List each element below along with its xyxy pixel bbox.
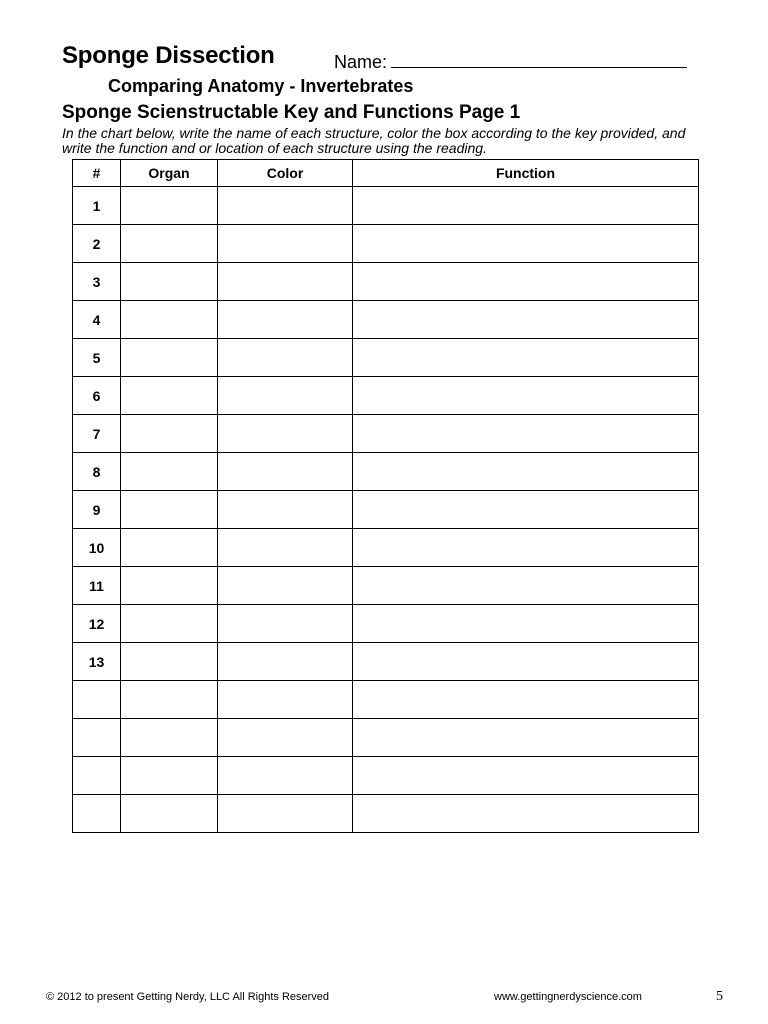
page-subtitle: Comparing Anatomy - Invertebrates [108,76,414,96]
table-row [73,795,699,833]
organ-cell[interactable] [121,643,218,681]
table-row [73,491,699,529]
row-number-cell: 3 [73,263,121,301]
organ-cell[interactable] [121,529,218,567]
function-cell[interactable] [353,377,699,415]
table-row [73,757,699,795]
function-cell[interactable] [353,225,699,263]
row-number-cell [73,681,121,719]
organ-cell[interactable] [121,339,218,377]
organ-cell[interactable] [121,719,218,757]
organ-cell[interactable] [121,187,218,225]
color-cell[interactable] [218,567,353,605]
name-blank-line[interactable] [391,49,687,68]
name-field [334,49,687,73]
table-row [73,187,699,225]
table-row [73,415,699,453]
color-cell[interactable] [218,529,353,567]
row-number-cell: 12 [73,605,121,643]
color-cell[interactable] [218,681,353,719]
table-row [73,681,699,719]
column-header-function: Function [353,160,699,187]
function-cell[interactable] [353,567,699,605]
row-number-cell: 6 [73,377,121,415]
color-cell[interactable] [218,377,353,415]
color-cell[interactable] [218,643,353,681]
page-number: 5 [716,989,723,1004]
function-cell[interactable] [353,453,699,491]
function-cell[interactable] [353,681,699,719]
table-row [73,225,699,263]
row-number-cell: 11 [73,567,121,605]
table-header-row [73,160,699,187]
table-row [73,301,699,339]
color-cell[interactable] [218,263,353,301]
function-cell[interactable] [353,643,699,681]
color-cell[interactable] [218,187,353,225]
column-header-number: # [73,160,121,187]
function-cell[interactable] [353,491,699,529]
instructions-text: In the chart below, write the name of each structure, color the box according to the key provided, and write the function and or location of each structure using the reading. [62,125,686,156]
function-cell[interactable] [353,263,699,301]
section-heading: Sponge Scienstructable Key and Functions Page 1 [62,102,521,123]
table-row [73,567,699,605]
function-cell[interactable] [353,339,699,377]
color-cell[interactable] [218,491,353,529]
function-cell[interactable] [353,187,699,225]
organ-cell[interactable] [121,453,218,491]
column-header-organ: Organ [121,160,218,187]
row-number-cell: 8 [73,453,121,491]
color-cell[interactable] [218,301,353,339]
row-number-cell: 13 [73,643,121,681]
row-number-cell: 2 [73,225,121,263]
page-title: Sponge Dissection [62,42,275,69]
table-row [73,719,699,757]
color-cell[interactable] [218,605,353,643]
row-number-cell: 1 [73,187,121,225]
function-cell[interactable] [353,757,699,795]
organ-cell[interactable] [121,567,218,605]
table-row [73,605,699,643]
color-cell[interactable] [218,453,353,491]
function-cell[interactable] [353,605,699,643]
organ-cell[interactable] [121,225,218,263]
table-row [73,263,699,301]
table-row [73,643,699,681]
organ-cell[interactable] [121,605,218,643]
row-number-cell: 4 [73,301,121,339]
footer-website: www.gettingnerdyscience.com [494,991,642,1003]
footer-copyright: © 2012 to present Getting Nerdy, LLC All Rights Reserved [46,991,330,1003]
color-cell[interactable] [218,415,353,453]
table-row [73,339,699,377]
row-number-cell: 7 [73,415,121,453]
function-cell[interactable] [353,301,699,339]
organ-cell[interactable] [121,301,218,339]
table-row [73,377,699,415]
table-row [73,529,699,567]
organ-cell[interactable] [121,681,218,719]
row-number-cell [73,795,121,833]
table-row [73,453,699,491]
organ-cell[interactable] [121,757,218,795]
organ-cell[interactable] [121,491,218,529]
organ-cell[interactable] [121,795,218,833]
color-cell[interactable] [218,225,353,263]
color-cell[interactable] [218,757,353,795]
structure-table [72,159,699,833]
organ-cell[interactable] [121,415,218,453]
function-cell[interactable] [353,529,699,567]
function-cell[interactable] [353,415,699,453]
row-number-cell [73,719,121,757]
row-number-cell: 5 [73,339,121,377]
color-cell[interactable] [218,719,353,757]
row-number-cell: 9 [73,491,121,529]
row-number-cell [73,757,121,795]
function-cell[interactable] [353,719,699,757]
function-cell[interactable] [353,795,699,833]
name-label: Name: [334,52,388,72]
organ-cell[interactable] [121,377,218,415]
color-cell[interactable] [218,339,353,377]
organ-cell[interactable] [121,263,218,301]
color-cell[interactable] [218,795,353,833]
row-number-cell: 10 [73,529,121,567]
column-header-color: Color [218,160,353,187]
